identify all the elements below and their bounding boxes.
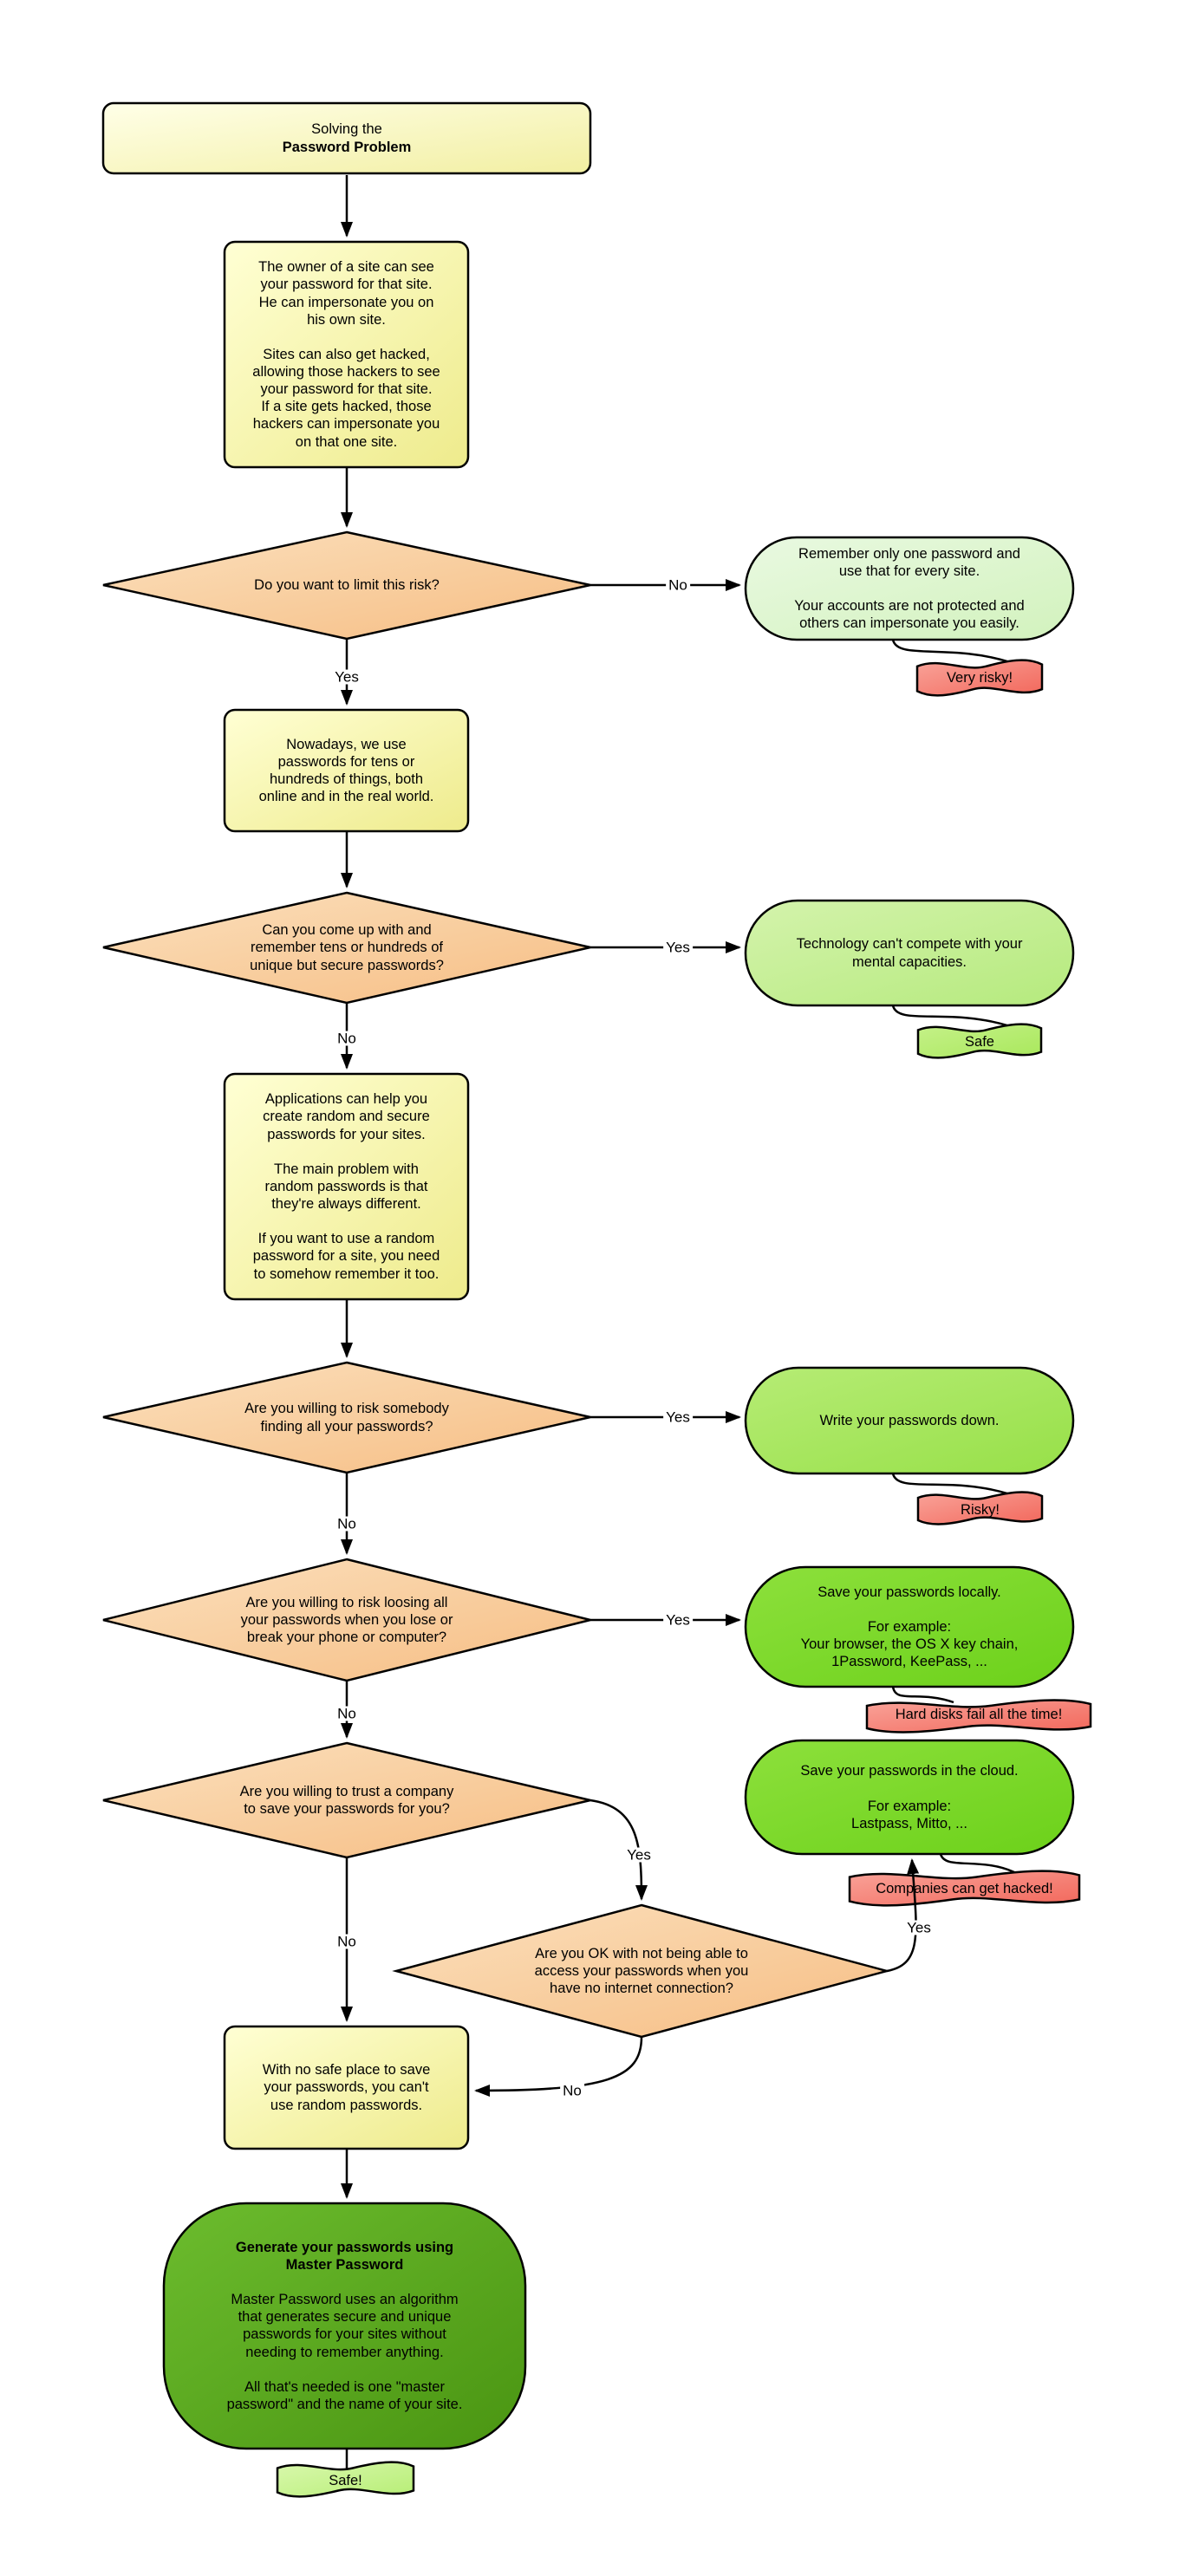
- edge-label-trust-company-yes: Yes: [624, 1848, 654, 1863]
- risk-losing-decision-shape: [103, 1559, 590, 1681]
- risk-losing-decision-text: Are you willing to risk loosing all your passwords when you lose or break your phone or computer?: [240, 1594, 453, 1646]
- save-locally-node-text: Save your passwords locally. For example: Your browser, the OS X key chain, 1Password, KeePass, ...: [800, 1584, 1019, 1670]
- master-password-title: Generate your passwords using Master Password: [235, 2239, 454, 2274]
- very-risky-ribbon-text: Very risky!: [946, 669, 1013, 686]
- risk-somebody-decision-shape: [103, 1363, 590, 1473]
- edge-label-can-you-yes: Yes: [663, 940, 693, 955]
- connector-risky: [893, 1473, 1010, 1494]
- edge-label-no-internet-no: No: [560, 2084, 584, 2098]
- title-line2: Password Problem: [282, 139, 412, 155]
- edge-trust-company-yes: [590, 1800, 642, 1899]
- risky-ribbon-shape: [918, 1493, 1042, 1525]
- write-down-node-shape: [746, 1368, 1073, 1473]
- save-locally-node-shape: [746, 1567, 1073, 1687]
- edge-label-risk-losing-yes: Yes: [663, 1613, 693, 1628]
- connector-very-risky: [893, 640, 1010, 662]
- safe-final-ribbon-text: Safe!: [329, 2473, 362, 2489]
- nowadays-node-shape: [225, 710, 468, 831]
- owner-info-node-shape: [225, 242, 468, 467]
- no-safe-place-node-text: With no safe place to save your passwords, you can't use random passwords.: [262, 2062, 431, 2113]
- can-you-decision-shape: [103, 893, 590, 1003]
- edge-label-risk-losing-no: No: [335, 1707, 359, 1721]
- trust-company-decision-shape: [103, 1743, 590, 1857]
- remember-one-node-text: Remember only one password and use that for every site. Your accounts are not protected and others can impersonate you easily.: [794, 545, 1025, 632]
- technology-node-text: Technology can't compete with your mental capacities.: [796, 936, 1023, 970]
- nowadays-node-text: Nowadays, we use passwords for tens or hundreds of things, both online and in the real world.: [258, 736, 434, 805]
- hard-disks-ribbon-shape: [867, 1701, 1091, 1733]
- owner-info-node-text: The owner of a site can see your password for that site. He can impersonate you on his own site. Sites can also get hacked, allowing those hackers to see your password for that site. If a site gets hacked, those hackers can impersonate you on that one site.: [252, 259, 440, 450]
- risky-ribbon-text: Risky!: [961, 1501, 1000, 1518]
- very-risky-ribbon-shape: [917, 660, 1042, 696]
- write-down-node-text: Write your passwords down.: [819, 1412, 1000, 1428]
- safe-final-ribbon-shape: [277, 2462, 414, 2497]
- hard-disks-ribbon-text: Hard disks fail all the time!: [895, 1706, 1063, 1722]
- title-node-shape: [103, 103, 590, 173]
- applications-node-shape: [225, 1074, 468, 1299]
- risk-somebody-decision-text: Are you willing to risk somebody finding all your passwords?: [244, 1401, 449, 1434]
- edge-label-no-internet-yes: Yes: [904, 1921, 934, 1935]
- no-safe-place-node-shape: [225, 2026, 468, 2149]
- edge-label-risk-somebody-no: No: [335, 1517, 359, 1532]
- master-password-node-shape: [164, 2203, 525, 2449]
- save-cloud-node-shape: [746, 1740, 1073, 1854]
- no-internet-decision-shape: [396, 1905, 887, 2037]
- applications-node-text: Applications can help you create random and secure passwords for your sites. The main problem with random passwords is that they're always different. If you want to use a random password for a site, you need to somehow remember it too.: [252, 1091, 440, 1282]
- edge-label-trust-company-no: No: [335, 1935, 359, 1949]
- edge-label-can-you-no: No: [335, 1031, 359, 1046]
- edge-no-internet-no: [476, 2037, 642, 2091]
- edge-label-limit-risk-yes: Yes: [332, 670, 362, 685]
- save-cloud-node-text: Save your passwords in the cloud. For example: Lastpass, Mitto, ...: [800, 1763, 1019, 1831]
- safe-ribbon-shape: [918, 1025, 1041, 1058]
- remember-one-node-shape: [746, 537, 1073, 640]
- safe-ribbon-text: Safe: [965, 1033, 994, 1050]
- can-you-decision-text: Can you come up with and remember tens or hundreds of unique but secure passwords?: [250, 922, 444, 973]
- edge-label-limit-risk-no: No: [666, 578, 690, 593]
- edge-label-risk-somebody-yes: Yes: [663, 1410, 693, 1425]
- connector-safe: [893, 1005, 1010, 1026]
- technology-node-shape: [746, 901, 1073, 1005]
- master-password-body: Master Password uses an algorithm that generates secure and unique passwords for your sites without needing to remember anything. All that's needed is one "master password" and the name of your site.: [226, 2292, 463, 2412]
- connector-companies-hacked: [941, 1854, 1014, 1872]
- trust-company-decision-text: Are you willing to trust a company to save your passwords for you?: [239, 1783, 454, 1817]
- limit-risk-decision-text: Do you want to limit this risk?: [254, 577, 440, 594]
- no-internet-decision-text: Are you OK with not being able to access your passwords when you have no internet connection?: [534, 1945, 749, 1997]
- companies-hacked-ribbon-shape: [850, 1871, 1079, 1906]
- limit-risk-decision-shape: [103, 532, 590, 639]
- connector-hard-disks: [893, 1687, 954, 1702]
- companies-hacked-ribbon-text: Companies can get hacked!: [876, 1881, 1053, 1897]
- title-line1: Solving the: [311, 121, 382, 138]
